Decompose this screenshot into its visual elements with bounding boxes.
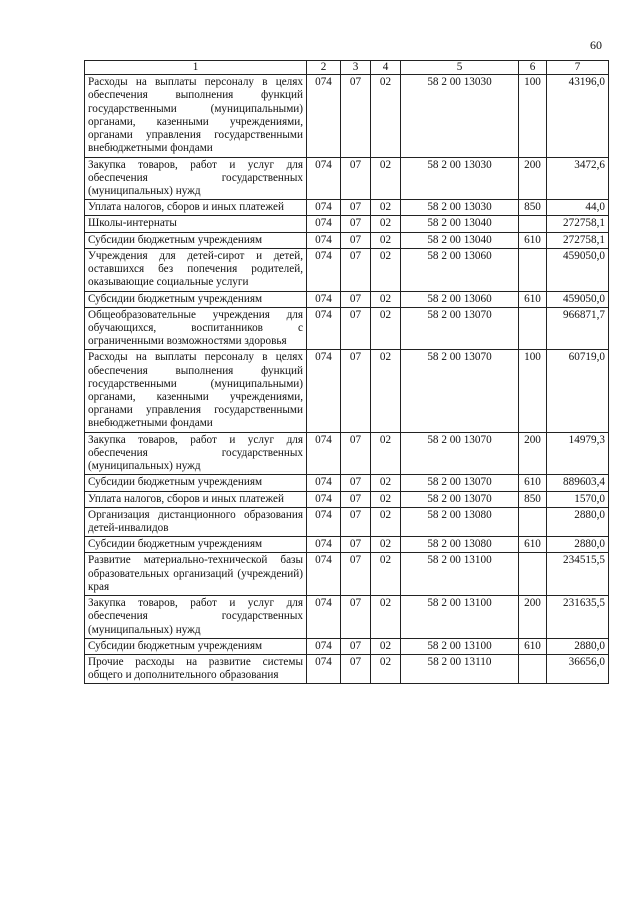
target-article-cell: 58 2 00 13100	[401, 553, 519, 596]
column-header: 3	[341, 61, 371, 75]
subsection-code-cell: 02	[371, 157, 401, 200]
ministry-code-cell: 074	[307, 350, 341, 432]
target-article-cell: 58 2 00 13070	[401, 432, 519, 475]
section-code-cell: 07	[341, 291, 371, 307]
table-row	[85, 75, 609, 157]
section-code-cell: 07	[341, 491, 371, 507]
table-row	[85, 596, 609, 639]
target-article-cell: 58 2 00 13030	[401, 200, 519, 216]
column-header: 7	[547, 61, 609, 75]
section-code-cell: 07	[341, 200, 371, 216]
subsection-code-cell: 02	[371, 537, 401, 553]
section-code-cell: 07	[341, 596, 371, 639]
subsection-code-cell: 02	[371, 200, 401, 216]
expense-name-cell: Закупка товаров, работ и услуг для обеспечения государственных (муниципальных) нужд	[85, 432, 307, 475]
section-code-cell: 07	[341, 553, 371, 596]
ministry-code-cell: 074	[307, 216, 341, 232]
amount-cell: 459050,0	[547, 291, 609, 307]
table-row	[85, 350, 609, 432]
expense-type-cell: 200	[519, 432, 547, 475]
ministry-code-cell: 074	[307, 537, 341, 553]
ministry-code-cell: 074	[307, 654, 341, 683]
amount-cell: 1570,0	[547, 491, 609, 507]
expense-name-cell: Субсидии бюджетным учреждениям	[85, 232, 307, 248]
target-article-cell: 58 2 00 13100	[401, 596, 519, 639]
expense-type-cell: 100	[519, 75, 547, 157]
section-code-cell: 07	[341, 248, 371, 291]
expense-type-cell	[519, 307, 547, 350]
expense-type-cell: 100	[519, 350, 547, 432]
amount-cell: 44,0	[547, 200, 609, 216]
expense-name-cell: Закупка товаров, работ и услуг для обеспечения государственных (муниципальных) нужд	[85, 596, 307, 639]
table-row	[85, 248, 609, 291]
table-row	[85, 291, 609, 307]
table-row	[85, 537, 609, 553]
amount-cell: 14979,3	[547, 432, 609, 475]
subsection-code-cell: 02	[371, 596, 401, 639]
table-row	[85, 638, 609, 654]
ministry-code-cell: 074	[307, 596, 341, 639]
amount-cell: 272758,1	[547, 216, 609, 232]
amount-cell: 60719,0	[547, 350, 609, 432]
target-article-cell: 58 2 00 13040	[401, 232, 519, 248]
table-body	[85, 75, 609, 684]
expense-name-cell: Учреждения для детей-сирот и детей, оставшихся без попечения родителей, оказывающие социальные услуги	[85, 248, 307, 291]
ministry-code-cell: 074	[307, 507, 341, 536]
section-code-cell: 07	[341, 475, 371, 491]
expense-type-cell: 610	[519, 638, 547, 654]
table-row	[85, 432, 609, 475]
expense-type-cell	[519, 507, 547, 536]
target-article-cell: 58 2 00 13030	[401, 157, 519, 200]
column-header: 4	[371, 61, 401, 75]
section-code-cell: 07	[341, 537, 371, 553]
expense-type-cell: 200	[519, 157, 547, 200]
subsection-code-cell: 02	[371, 432, 401, 475]
subsection-code-cell: 02	[371, 638, 401, 654]
target-article-cell: 58 2 00 13060	[401, 291, 519, 307]
expense-type-cell	[519, 216, 547, 232]
table-row	[85, 157, 609, 200]
expense-name-cell: Субсидии бюджетным учреждениям	[85, 291, 307, 307]
amount-cell: 43196,0	[547, 75, 609, 157]
ministry-code-cell: 074	[307, 475, 341, 491]
target-article-cell: 58 2 00 13070	[401, 475, 519, 491]
section-code-cell: 07	[341, 432, 371, 475]
ministry-code-cell: 074	[307, 553, 341, 596]
column-number-row	[85, 61, 609, 75]
ministry-code-cell: 074	[307, 291, 341, 307]
target-article-cell: 58 2 00 13070	[401, 491, 519, 507]
expense-type-cell: 610	[519, 475, 547, 491]
expense-type-cell: 200	[519, 596, 547, 639]
expense-type-cell	[519, 553, 547, 596]
expense-type-cell: 610	[519, 291, 547, 307]
section-code-cell: 07	[341, 216, 371, 232]
table-row	[85, 491, 609, 507]
expense-name-cell: Субсидии бюджетным учреждениям	[85, 638, 307, 654]
table-row	[85, 200, 609, 216]
expense-type-cell: 850	[519, 491, 547, 507]
expense-type-cell: 610	[519, 537, 547, 553]
amount-cell: 3472,6	[547, 157, 609, 200]
amount-cell: 2880,0	[547, 638, 609, 654]
expense-name-cell: Уплата налогов, сборов и иных платежей	[85, 200, 307, 216]
amount-cell: 966871,7	[547, 307, 609, 350]
section-code-cell: 07	[341, 307, 371, 350]
column-header: 6	[519, 61, 547, 75]
target-article-cell: 58 2 00 13080	[401, 507, 519, 536]
subsection-code-cell: 02	[371, 291, 401, 307]
amount-cell: 2880,0	[547, 537, 609, 553]
expense-name-cell: Развитие материально-технической базы образовательных организаций (учреждений) края	[85, 553, 307, 596]
expense-name-cell: Субсидии бюджетным учреждениям	[85, 537, 307, 553]
target-article-cell: 58 2 00 13030	[401, 75, 519, 157]
expense-name-cell: Субсидии бюджетным учреждениям	[85, 475, 307, 491]
table-row	[85, 232, 609, 248]
budget-table	[84, 60, 609, 684]
expense-name-cell: Школы-интернаты	[85, 216, 307, 232]
amount-cell: 2880,0	[547, 507, 609, 536]
column-header: 2	[307, 61, 341, 75]
ministry-code-cell: 074	[307, 157, 341, 200]
page-number: 60	[590, 38, 602, 52]
target-article-cell: 58 2 00 13060	[401, 248, 519, 291]
ministry-code-cell: 074	[307, 200, 341, 216]
section-code-cell: 07	[341, 157, 371, 200]
ministry-code-cell: 074	[307, 232, 341, 248]
expense-name-cell: Общеобразовательные учреждения для обучающихся, воспитанников с ограниченными возможностями здоровья	[85, 307, 307, 350]
subsection-code-cell: 02	[371, 232, 401, 248]
section-code-cell: 07	[341, 350, 371, 432]
subsection-code-cell: 02	[371, 307, 401, 350]
table-row	[85, 307, 609, 350]
ministry-code-cell: 074	[307, 491, 341, 507]
target-article-cell: 58 2 00 13040	[401, 216, 519, 232]
ministry-code-cell: 074	[307, 75, 341, 157]
subsection-code-cell: 02	[371, 248, 401, 291]
amount-cell: 272758,1	[547, 232, 609, 248]
subsection-code-cell: 02	[371, 507, 401, 536]
target-article-cell: 58 2 00 13070	[401, 350, 519, 432]
expense-type-cell	[519, 654, 547, 683]
target-article-cell: 58 2 00 13110	[401, 654, 519, 683]
subsection-code-cell: 02	[371, 475, 401, 491]
ministry-code-cell: 074	[307, 432, 341, 475]
target-article-cell: 58 2 00 13070	[401, 307, 519, 350]
expense-name-cell: Уплата налогов, сборов и иных платежей	[85, 491, 307, 507]
column-header: 5	[401, 61, 519, 75]
expense-type-cell: 610	[519, 232, 547, 248]
column-header: 1	[85, 61, 307, 75]
amount-cell: 231635,5	[547, 596, 609, 639]
ministry-code-cell: 074	[307, 638, 341, 654]
expense-type-cell	[519, 248, 547, 291]
section-code-cell: 07	[341, 507, 371, 536]
ministry-code-cell: 074	[307, 307, 341, 350]
table-row	[85, 475, 609, 491]
expense-name-cell: Расходы на выплаты персоналу в целях обеспечения выполнения функций государственными (муниципальными) органами, казенными учреждениями, органами управления государственными внебюджетными фондами	[85, 75, 307, 157]
section-code-cell: 07	[341, 75, 371, 157]
section-code-cell: 07	[341, 654, 371, 683]
expense-type-cell: 850	[519, 200, 547, 216]
subsection-code-cell: 02	[371, 75, 401, 157]
subsection-code-cell: 02	[371, 491, 401, 507]
amount-cell: 234515,5	[547, 553, 609, 596]
subsection-code-cell: 02	[371, 216, 401, 232]
ministry-code-cell: 074	[307, 248, 341, 291]
expense-name-cell: Организация дистанционного образования детей-инвалидов	[85, 507, 307, 536]
amount-cell: 459050,0	[547, 248, 609, 291]
section-code-cell: 07	[341, 232, 371, 248]
table-row	[85, 553, 609, 596]
subsection-code-cell: 02	[371, 350, 401, 432]
subsection-code-cell: 02	[371, 654, 401, 683]
subsection-code-cell: 02	[371, 553, 401, 596]
target-article-cell: 58 2 00 13080	[401, 537, 519, 553]
section-code-cell: 07	[341, 638, 371, 654]
table-row	[85, 216, 609, 232]
target-article-cell: 58 2 00 13100	[401, 638, 519, 654]
expense-name-cell: Прочие расходы на развитие системы общего и дополнительного образования	[85, 654, 307, 683]
amount-cell: 889603,4	[547, 475, 609, 491]
expense-name-cell: Закупка товаров, работ и услуг для обеспечения государственных (муниципальных) нужд	[85, 157, 307, 200]
amount-cell: 36656,0	[547, 654, 609, 683]
expense-name-cell: Расходы на выплаты персоналу в целях обеспечения выполнения функций государственными (муниципальными) органами, казенными учреждениями, органами управления государственными внебюджетными фондами	[85, 350, 307, 432]
table-row	[85, 654, 609, 683]
table-row	[85, 507, 609, 536]
